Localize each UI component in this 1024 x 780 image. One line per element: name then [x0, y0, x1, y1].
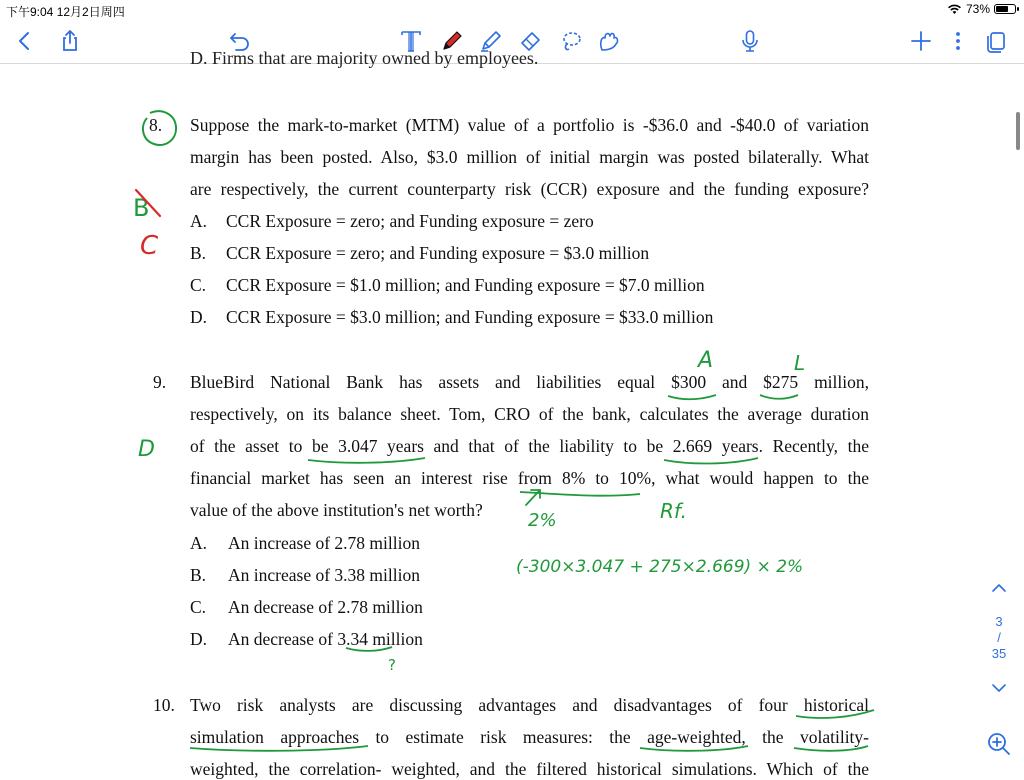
underline-275: [760, 395, 798, 399]
q8-crossed-answer: B: [133, 194, 150, 222]
question-8-option-letter: A.: [190, 211, 208, 231]
asset-mark: A: [698, 348, 714, 373]
question-8-option-d: CCR Exposure = $3.0 million; and Funding exposure = $33.0 million: [226, 307, 714, 327]
q8-answer-mark: C: [140, 231, 159, 261]
question-8-line-1: Suppose the mark-to-market (MTM) value of a portfolio is -$36.0 and -$40.0 of variation: [190, 115, 869, 135]
share-icon[interactable]: [55, 26, 85, 56]
pages-icon[interactable]: [982, 26, 1012, 56]
status-time: 下午9:04 12月2日周四: [6, 5, 125, 19]
question-9-line-4: financial market has seen an interest rise from 8% to 10%, what would happen to the: [190, 468, 869, 488]
wifi-icon: [947, 3, 962, 15]
scrollbar-thumb[interactable]: [1016, 112, 1020, 150]
lasso-tool-icon[interactable]: [556, 26, 586, 56]
page-current: 3: [995, 614, 1003, 629]
question-8-option-letter: C.: [190, 275, 207, 295]
question-10-line-2: simulation approaches to estimate risk measures: the age-weighted, the volatility-: [190, 727, 869, 747]
question-9-option-letter: A.: [190, 533, 208, 553]
battery-percent: 73%: [965, 2, 990, 16]
question-9-line-1: BlueBird National Bank has assets and liabilities equal $300 and $275 million,: [190, 372, 869, 392]
page-up-chevron-icon[interactable]: [989, 580, 1009, 596]
question-8-option-a: CCR Exposure = zero; and Funding exposure = zero: [226, 211, 594, 231]
underline-rate: [520, 492, 640, 496]
underline-300: [668, 395, 716, 399]
question-9-option-c: An decrease of 2.78 million: [228, 597, 423, 617]
underline-3047: [308, 458, 425, 463]
status-right: [947, 2, 1016, 16]
question-10-line-3: weighted, the correlation- weighted, and the filtered historical simulations. Which of the: [190, 759, 869, 779]
back-chevron-icon[interactable]: [10, 26, 40, 56]
page-down-chevron-icon[interactable]: [989, 680, 1009, 696]
question-10-line-1: Two risk analysts are discussing advantages and disadvantages of four historical: [190, 695, 869, 715]
status-bar: [0, 0, 1024, 20]
shape-tool-icon[interactable]: [594, 26, 624, 56]
question-mark-note: ?: [388, 656, 396, 674]
q8-cross-stroke: [136, 190, 160, 216]
microphone-icon[interactable]: [735, 26, 765, 56]
question-8-option-b: CCR Exposure = zero; and Funding exposure = $3.0 million: [226, 243, 650, 263]
q9-answer-mark: D: [138, 437, 155, 462]
rate-change-note: 2%: [528, 510, 557, 531]
question-10-number: 10.: [153, 695, 175, 715]
page-total: 35: [991, 646, 1007, 661]
page-separator: /: [997, 630, 1001, 645]
question-9-option-a: An increase of 2.78 million: [228, 533, 420, 553]
question-8-option-letter: D.: [190, 307, 208, 327]
question-9-number: 9.: [153, 372, 167, 392]
question-9-line-2: respectively, on its balance sheet. Tom, CRO of the bank, calculates the average duration: [190, 404, 869, 424]
underline-2669: [664, 458, 758, 464]
previous-option-cut: D. Firms that are majority owned by employees.: [190, 48, 539, 68]
more-icon[interactable]: [943, 26, 973, 56]
page-indicator: [982, 614, 1016, 662]
question-9-line-3: of the asset to be 3.047 years and that of the liability to be 2.669 years. Recently, the: [190, 436, 869, 456]
question-8-number: 8.: [149, 115, 163, 135]
liability-mark: L: [794, 351, 806, 375]
question-8-line-3: are respectively, the current counterparty risk (CCR) exposure and the funding exposure?: [190, 179, 869, 199]
question-9-option-letter: B.: [190, 565, 207, 585]
question-8-line-2: margin has been posted. Also, $3.0 million of initial margin was posted bilaterally. What: [190, 147, 869, 167]
question-9-option-letter: D.: [190, 629, 208, 649]
zoom-in-icon[interactable]: [985, 730, 1013, 758]
question-9-line-5: value of the above institution's net worth?: [190, 500, 483, 520]
question-9-option-d: An decrease of 3.34 million: [228, 629, 423, 649]
rf-note: Rf.: [660, 499, 687, 523]
question-8-option-letter: B.: [190, 243, 207, 263]
question-9-option-letter: C.: [190, 597, 207, 617]
rate-up-arrow: [526, 490, 540, 505]
add-icon[interactable]: [906, 26, 936, 56]
duration-formula: (-300×3.047 + 275×2.669) × 2%: [516, 557, 804, 577]
question-8-option-c: CCR Exposure = $1.0 million; and Funding exposure = $7.0 million: [226, 275, 705, 295]
document-page[interactable]: [0, 48, 1024, 779]
question-9-option-b: An increase of 3.38 million: [228, 565, 420, 585]
battery-icon: [994, 4, 1016, 14]
